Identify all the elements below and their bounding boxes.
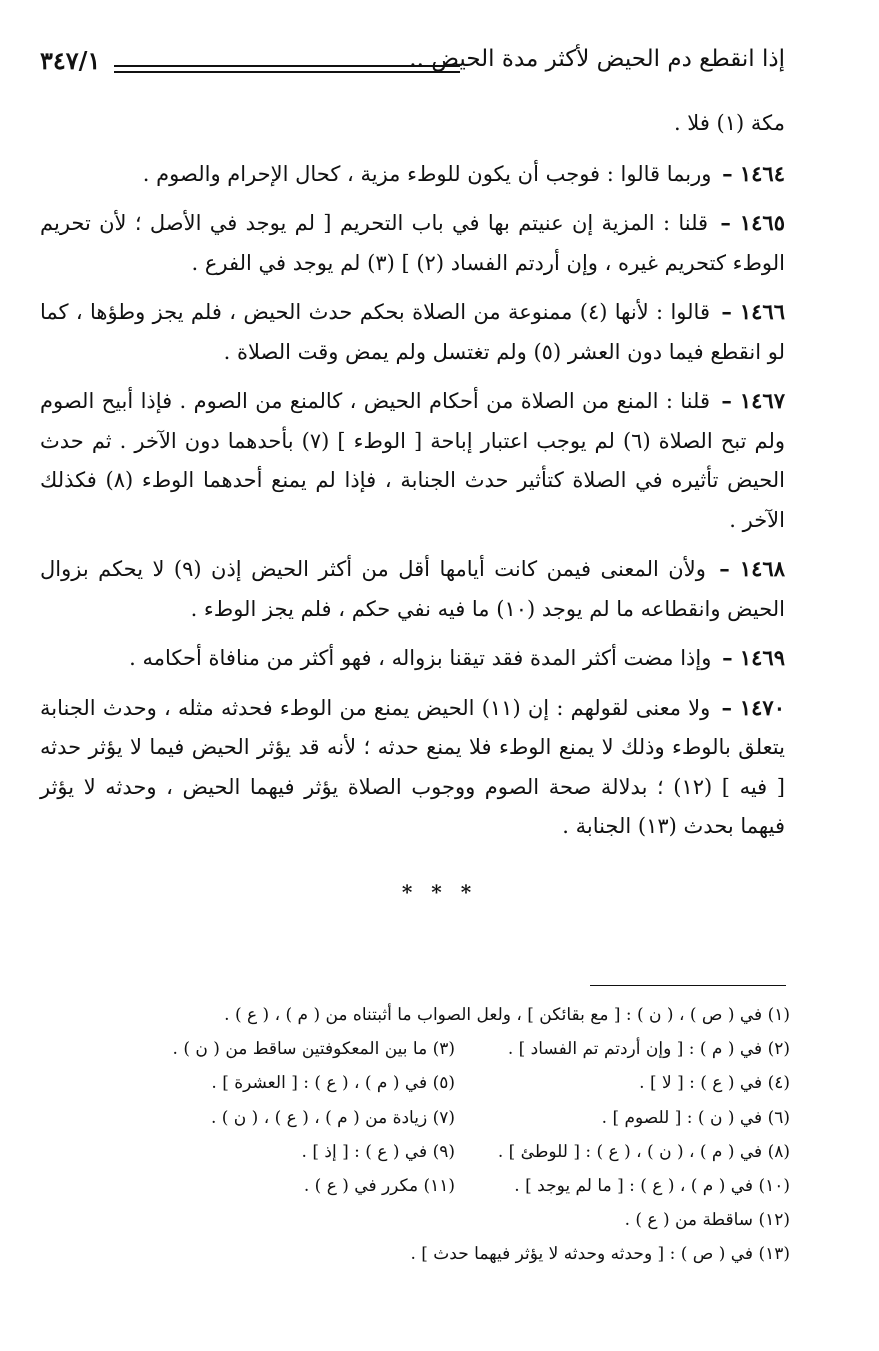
footnote: (٩) في ( ع ) : [ إذ ] . [301, 1141, 455, 1162]
footnotes [60, 998, 790, 1272]
footnote: (٨) في ( م ) ، ( ن ) ، ( ع ) : [ للوطئ ] . [497, 1141, 790, 1162]
footnote: (٤) في ( ع ) : [ لا ] . [639, 1073, 790, 1094]
header-rule [114, 65, 460, 67]
footnote-row [60, 1169, 790, 1203]
paragraph-text: ولا معنى لقولهم : إن (١١) الحيض يمنع من الوطء فحدثه مثله ، وحدث الجنابة يتعلق بالوطء وذلك لا يمنع الوطء فلا يمنع حدثه ؛ لأنه قد يؤثر الحيض فيما لا يؤثر حدثه [ فيه ] (١٢) ؛ بدلالة صحة الصوم ووجوب الصلاة يؤثر فيهما الحيض ، وحدثه لا يؤثر فيهما بحدث (١٣) الجنابة . [40, 695, 785, 838]
paragraph-number: ١٤٧٠ – [721, 694, 785, 720]
footnote-row [60, 1203, 790, 1237]
paragraph [40, 638, 785, 679]
main-text [40, 104, 785, 856]
footnote: (١٣) في ( ص ) : [ وحدثه وحدثه لا يؤثر فيهما حدث ] . [410, 1244, 790, 1265]
header-rule [114, 71, 460, 73]
footnote: (١٠) في ( م ) ، ( ع ) : [ ما لم يوجد ] . [514, 1175, 790, 1196]
paragraph-text: مكة (١) فلا . [673, 111, 785, 135]
footnote-row [60, 1135, 790, 1169]
paragraph-text: قلنا : المزية إن عنيتم بها في باب التحريم [ لم يوجد في الأصل ؛ لأن تحريم الوطء كتحريم غيره ، وإن أردتم الفساد (٢) ] (٣) لم يوجد في الفرع . [40, 211, 785, 275]
paragraph [40, 203, 785, 283]
section-separator: * * * [401, 880, 478, 904]
paragraph-number: ١٤٦٩ – [722, 645, 785, 670]
footnote: (٧) زيادة من ( م ) ، ( ع ) ، ( ن ) . [210, 1107, 455, 1128]
footnote-row [60, 1101, 790, 1135]
running-header [40, 46, 785, 92]
paragraph [40, 688, 785, 847]
paragraph [40, 292, 785, 372]
paragraph-number: ١٤٦٦ – [721, 299, 785, 324]
footnote: (١) في ( ص ) ، ( ن ) : [ مع بقائكن ] ، ولعل الصواب ما أثبتناه من ( م ) ، ( ع ) . [224, 1005, 790, 1025]
paragraph-number: ١٤٦٧ – [721, 388, 785, 413]
footnote: (١١) مكرر في ( ع ) . [303, 1175, 455, 1196]
footnote-row [60, 1237, 790, 1271]
paragraph-text: وربما قالوا : فوجب أن يكون للوطء مزية ، كحال الإحرام والصوم . [142, 161, 712, 186]
paragraph [40, 104, 785, 144]
paragraph-text: قلنا : المنع من الصلاة من أحكام الحيض ، كالمنع من الصوم . فإذا أبيح الصوم ولم تبح الصلاة (٦) لم يوجب اعتبار إباحة [ الوطء ] (٧) بأحدهما دون الآخر . ثم حدث الحيض تأثيره في الصلاة كتأثير حدث الجنابة ، فإذا لم يمنع أحدهما الوطء (٨) فكذلك الآخر . [40, 389, 785, 532]
paragraph-number: ١٤٦٥ – [720, 210, 785, 235]
footnote-row [60, 1032, 790, 1066]
footnote: (٣) ما بين المعكوفتين ساقط من ( ن ) . [172, 1039, 455, 1060]
paragraph-text: ولأن المعنى فيمن كانت أيامها أقل من أكثر الحيض إذن (٩) لا يحكم بزوال الحيض وانقطاعه ما لم يوجد (١٠) ما فيه نفي حكم ، فلم يجز الوطء . [40, 557, 785, 621]
footnote: (٥) في ( م ) ، ( ع ) : [ العشرة ] . [211, 1073, 455, 1094]
paragraph [40, 549, 785, 629]
paragraph [40, 381, 785, 540]
footnote-row [60, 998, 790, 1032]
page-number: ٣٤٧/١ [40, 46, 101, 75]
paragraph-text: وإذا مضت أكثر المدة فقد تيقنا بزواله ، فهو أكثر من منافاة أحكامه . [129, 646, 712, 670]
footnote: (٢) في ( م ) : [ وإن أردتم تم الفساد ] . [507, 1039, 790, 1060]
footnote-rule [590, 985, 786, 986]
paragraph-number: ١٤٦٨ – [719, 556, 785, 581]
paragraph-number: ١٤٦٤ – [722, 160, 785, 186]
paragraph [40, 154, 785, 195]
paragraph-text: قالوا : لأنها (٤) ممنوعة من الصلاة بحكم حدث الحيض ، فلم يجز وطؤها ، كما لو انقطع فيما دون العشر (٥) ولم تغتسل ولم يمض وقت الصلاة . [40, 300, 785, 364]
header-title: إذا انقطع دم الحيض لأكثر مدة الحيض .. [409, 46, 785, 72]
footnote: (١٢) ساقطة من ( ع ) . [624, 1210, 790, 1231]
footnote: (٦) في ( ن ) : [ للصوم ] . [601, 1107, 790, 1128]
footnote-row [60, 1066, 790, 1100]
